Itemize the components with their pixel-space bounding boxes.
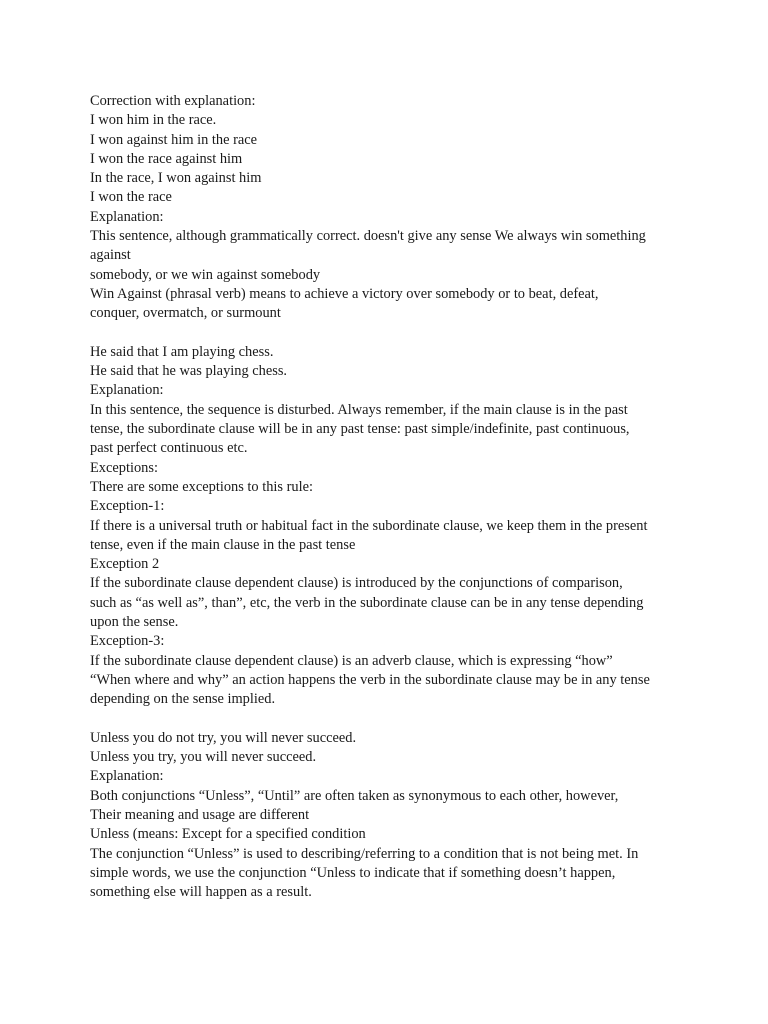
- text-line: Exception-1:: [90, 498, 165, 515]
- text-line: Unless you try, you will never succeed.: [90, 749, 317, 766]
- text-line: Exception-3:: [90, 633, 165, 650]
- text-line: Both conjunctions “Unless”, “Until” are often taken as synonymous to each other, however,: [90, 787, 619, 804]
- blank-line: [90, 324, 690, 343]
- text-line: simple words, we use the conjunction “Unless to indicate that if something doesn’t happen,: [90, 864, 616, 881]
- text-line: If the subordinate clause dependent clause) is an adverb clause, which is expressing “how”: [90, 652, 613, 669]
- text-line: upon the sense.: [90, 614, 179, 631]
- text-line: Explanation:: [90, 768, 164, 785]
- text-line: Unless you do not try, you will never succeed.: [90, 729, 357, 746]
- text-line: something else will happen as a result.: [90, 884, 312, 901]
- text-line: He said that he was playing chess.: [90, 363, 288, 380]
- text-line: In the race, I won against him: [90, 170, 262, 187]
- text-line: “When where and why” an action happens the verb in the subordinate clause may be in any tense: [90, 671, 650, 688]
- text-line: such as “as well as”, than”, etc, the verb in the subordinate clause can be in any tense depending: [90, 594, 644, 611]
- text-line: tense, the subordinate clause will be in any past tense: past simple/indefinite, past continuous,: [90, 421, 630, 438]
- text-line: tense, even if the main clause in the past tense: [90, 536, 356, 553]
- text-line: Win Against (phrasal verb) means to achieve a victory over somebody or to beat, defeat,: [90, 285, 599, 302]
- text-line: Unless (means: Except for a specified condition: [90, 826, 366, 843]
- text-line: This sentence, although grammatically correct. doesn't give any sense We always win something: [90, 228, 646, 245]
- text-line: There are some exceptions to this rule:: [90, 478, 313, 495]
- text-line: Exception 2: [90, 556, 160, 573]
- text-line: Their meaning and usage are different: [90, 806, 310, 823]
- text-line: If there is a universal truth or habitual fact in the subordinate clause, we keep them in the present: [90, 517, 648, 534]
- text-line: against: [90, 247, 131, 264]
- document-text: [90, 92, 690, 902]
- text-line: I won against him in the race: [90, 131, 258, 148]
- text-line: conquer, overmatch, or surmount: [90, 305, 281, 322]
- text-line: past perfect continuous etc.: [90, 440, 248, 457]
- text-line: Exceptions:: [90, 459, 158, 476]
- blank-line: [90, 710, 690, 729]
- text-line: I won him in the race.: [90, 112, 217, 129]
- text-line: depending on the sense implied.: [90, 691, 276, 708]
- text-line: Correction with explanation:: [90, 93, 256, 109]
- text-line: Explanation:: [90, 382, 164, 399]
- text-line: If the subordinate clause dependent clause) is introduced by the conjunctions of comparison,: [90, 575, 623, 592]
- text-line: I won the race against him: [90, 150, 243, 167]
- text-line: Explanation:: [90, 208, 164, 225]
- text-line: The conjunction “Unless” is used to describing/referring to a condition that is not being met. In: [90, 845, 639, 862]
- text-line: I won the race: [90, 189, 172, 206]
- text-line: In this sentence, the sequence is disturbed. Always remember, if the main clause is in the past: [90, 401, 628, 418]
- text-line: He said that I am playing chess.: [90, 343, 274, 360]
- text-line: somebody, or we win against somebody: [90, 266, 321, 283]
